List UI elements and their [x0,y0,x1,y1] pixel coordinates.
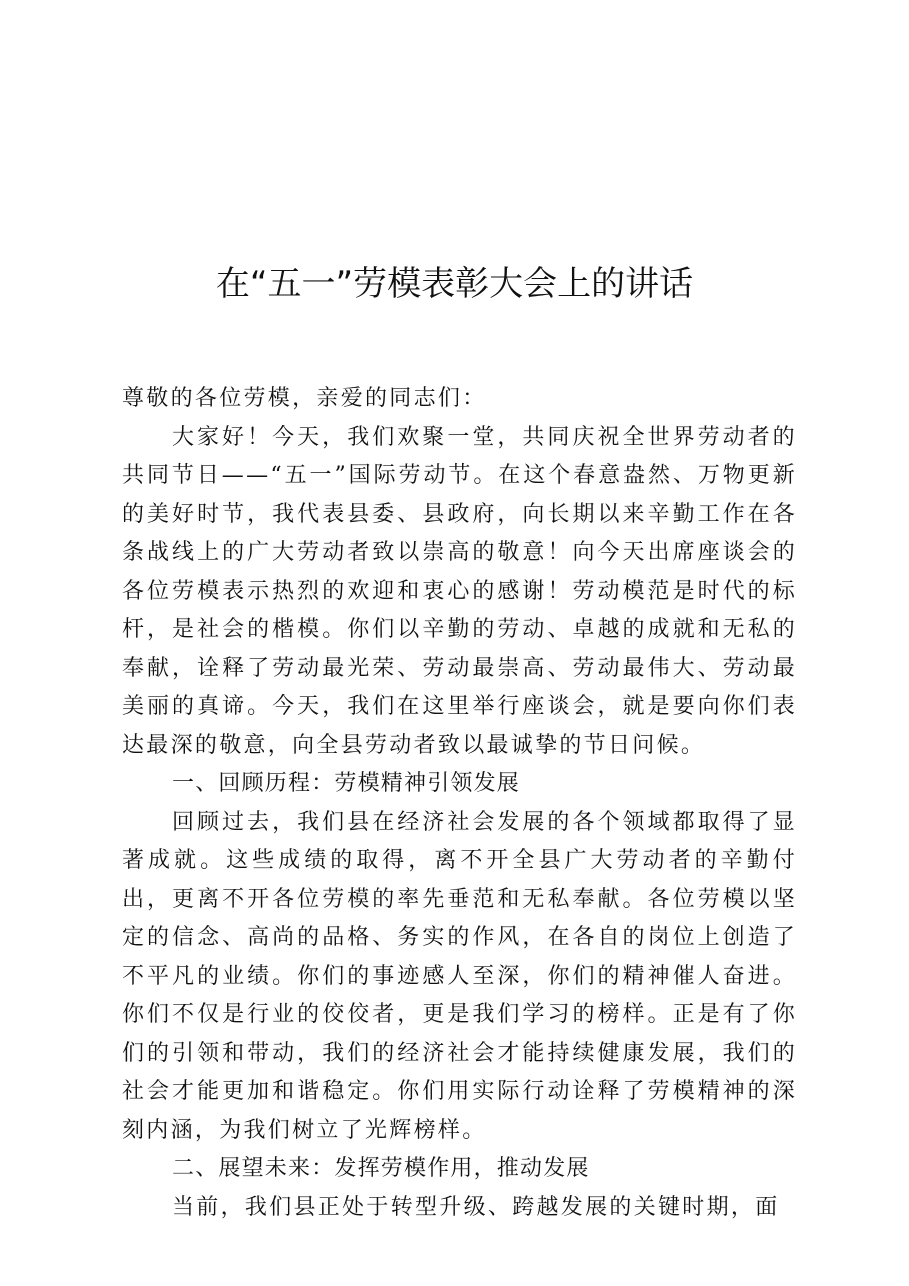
salutation: 尊敬的各位劳模，亲爱的同志们： [122,386,487,411]
document-body [122,380,797,1227]
paragraph-opening: 大家好！今天，我们欢聚一堂，共同庆祝全世界劳动者的共同节日——“五一”国际劳动节。在这个春意盎然、万物更新的美好时节，我代表县委、县政府，向长期以来辛勤工作在各条战线上的广大劳动者致以崇高的敬意！向今天出席座谈会的各位劳模表示热烈的欢迎和衷心的感谢！劳动模范是时代的标杆，是社会的楷模。你们以辛勤的劳动、卓越的成就和无私的奉献，诠释了劳动最光荣、劳动最崇高、劳动最伟大、劳动最美丽的真谛。今天，我们在这里举行座谈会，就是要向你们表达最深的敬意，向全县劳动者致以最诚挚的节日问候。 [122,424,797,758]
document-title: 在“五一”劳模表彰大会上的讲话 [215,264,694,304]
paragraph-outlook: 当前，我们县正处于转型升级、跨越发展的关键时期，面 [172,1194,780,1220]
section-heading-2: 二、展望未来：发挥劳模作用，推动发展 [172,1156,590,1181]
paragraph-review: 回顾过去，我们县在经济社会发展的各个领域都取得了显著成就。这些成绩的取得，离不开全县广大劳动者的辛勤付出，更离不开各位劳模的率先垂范和无私奉献。各位劳模以坚定的信念、高尚的品格、务实的作风，在各自的岗位上创造了不平凡的业绩。你们的事迹感人至深，你们的精神催人奋进。你们不仅是行业的佼佼者，更是我们学习的榜样。正是有了你们的引领和带动，我们的经济社会才能持续健康发展，我们的社会才能更加和谐稳定。你们用实际行动诠释了劳模精神的深刻内涵，为我们树立了光辉榜样。 [122,809,797,1143]
section-heading-1: 一、回顾历程：劳模精神引领发展 [172,771,521,796]
